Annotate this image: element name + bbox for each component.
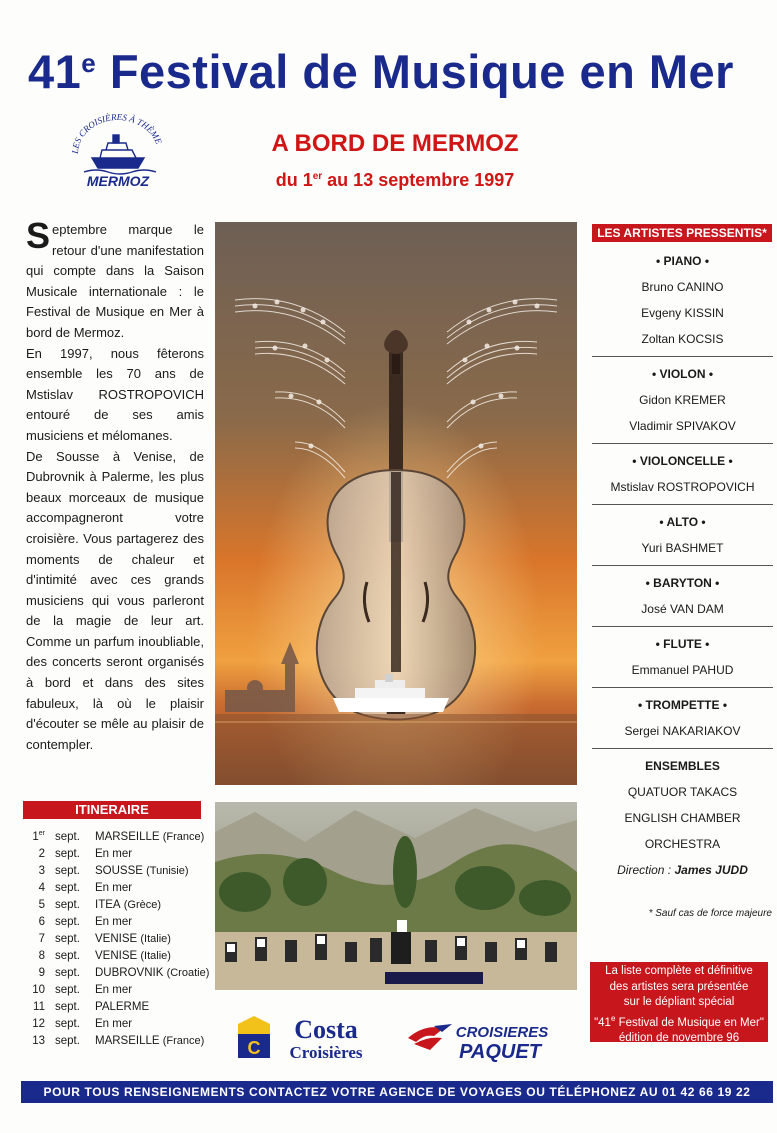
itinerary-day: 12	[32, 1017, 45, 1030]
itinerary-list	[25, 825, 215, 1046]
itinerary-row	[25, 1029, 215, 1046]
itinerary-place: En mer	[95, 915, 133, 928]
itinerary-row	[25, 944, 215, 961]
itinerary-country: (France)	[162, 830, 205, 843]
itinerary-place: DUBROVNIK	[95, 966, 164, 979]
itinerary-place: En mer	[95, 881, 133, 894]
dropcap: S	[26, 215, 51, 256]
itinerary-place: VENISE	[95, 932, 138, 945]
itinerary-row	[25, 1012, 215, 1029]
instrument-heading: • VIOLONCELLE •	[632, 454, 733, 468]
itinerary-month: sept.	[55, 932, 80, 945]
itinerary-country: (Grèce)	[123, 898, 162, 911]
itinerary-heading: ITINERAIRE	[23, 801, 201, 819]
itinerary-day: 10	[32, 983, 45, 996]
ensemble-name: QUATUOR TAKACS	[627, 785, 738, 799]
artist-name: Evgeny KISSIN	[641, 306, 724, 320]
violin-poster-image	[215, 222, 577, 785]
direction: Direction : James JUDD	[617, 863, 748, 877]
logo-arc-text: LES CROISIÈRES À THÈME	[69, 111, 164, 155]
itinerary-day: 1er	[32, 830, 45, 843]
itinerary-place: En mer	[95, 983, 133, 996]
instrument-heading: • FLUTE •	[655, 637, 710, 651]
info-box: La liste complète et définitive des artistes sera présentée sur le dépliant spécial "41e Festival de Musique en Mer" édition de novembre 96	[590, 962, 768, 1042]
artist-group	[592, 444, 773, 505]
croisieres-paquet-logo	[404, 1020, 554, 1062]
itinerary-day: 4	[38, 881, 45, 894]
itinerary-row	[25, 859, 215, 876]
itinerary-place: SOUSSE	[95, 864, 143, 877]
itinerary-month: sept.	[55, 881, 80, 894]
intro-paragraph-1: Septembre marque le retour d'une manifestation qui compte dans la Saison Musicale internationale : le Festival de Musique en Mer à bord de Mermoz.	[26, 215, 204, 340]
itinerary-row	[25, 961, 215, 978]
itinerary-day: 7	[38, 932, 45, 945]
page-title: 41e Festival de Musique en Mer	[28, 45, 734, 98]
itinerary-country: (Italie)	[140, 932, 171, 945]
artist-group	[592, 357, 773, 444]
itinerary-row	[25, 825, 215, 842]
itinerary-place: En mer	[95, 847, 133, 860]
itinerary-month: sept.	[55, 898, 80, 911]
artist-group	[592, 627, 773, 688]
artist-name: Zoltan KOCSIS	[641, 332, 724, 346]
ensemble-name: ENGLISH CHAMBER	[624, 811, 741, 825]
artist-name: Gidon KREMER	[639, 393, 726, 407]
itinerary-day: 5	[38, 898, 45, 911]
artists-list	[592, 244, 773, 887]
itinerary-row	[25, 927, 215, 944]
artist-group	[592, 505, 773, 566]
intro-paragraph-3: De Sousse à Venise, de Dubrovnik à Palerme, les plus beaux morceaux de musique accompagneront votre croisière. Vous partagerez des moments de chaleur et d'intimité avec ces grands musiciens qui vous parleront de la magie de leur art. Comme un parfum inoubliable, des concerts seront organisés à bord et dans des sites fabuleux, là où le plaisir d'écouter se mêle au plaisir de contempler.	[26, 448, 204, 752]
artist-group	[592, 566, 773, 627]
costa-text: Costa	[294, 1015, 358, 1044]
itinerary-row	[25, 893, 215, 910]
itinerary-month: sept.	[55, 830, 80, 843]
ship-icon	[84, 135, 156, 174]
footnote: * Sauf cas de force majeure	[648, 908, 772, 919]
mermoz-logo	[66, 110, 170, 190]
artists-heading: LES ARTISTES PRESSENTIS*	[592, 224, 772, 242]
itinerary-day: 3	[38, 864, 45, 877]
croisieres-text: Croisières	[289, 1043, 363, 1062]
artist-name: Vladimir SPIVAKOV	[629, 419, 736, 433]
artist-name: Mstislav ROSTROPOVICH	[610, 480, 755, 494]
itinerary-row	[25, 995, 215, 1012]
instrument-heading: • ALTO •	[659, 515, 706, 529]
artist-name: Yuri BASHMET	[641, 541, 724, 555]
instrument-heading: • PIANO •	[655, 254, 710, 268]
ensemble-name: ORCHESTRA	[644, 837, 721, 851]
costa-mark: C	[247, 1038, 261, 1058]
itinerary-place: MARSEILLE	[95, 830, 160, 843]
intro-paragraph-2: En 1997, nous fêterons ensemble les 70 ans de Mstislav ROSTROPOVICH entouré de ses amis musiciens et mélomanes.	[26, 345, 204, 443]
itinerary-day: 6	[38, 915, 45, 928]
itinerary-place: VENISE	[95, 949, 138, 962]
logo-name: MERMOZ	[86, 173, 150, 189]
itinerary-country: (Croatie)	[166, 966, 210, 979]
itinerary-row	[25, 910, 215, 927]
itinerary-month: sept.	[55, 847, 80, 860]
itinerary-country: (Tunisie)	[146, 864, 189, 877]
itinerary-day: 11	[33, 1000, 45, 1013]
paquet-line2: PAQUET	[459, 1041, 541, 1062]
itinerary-month: sept.	[55, 864, 80, 877]
paquet-line1: CROISIERES	[455, 1024, 549, 1041]
itinerary-day: 8	[38, 949, 45, 962]
artist-group	[592, 688, 773, 749]
subtitle: A BORD DE MERMOZ	[271, 130, 519, 157]
artist-name: Bruno CANINO	[641, 280, 724, 294]
itinerary-place: En mer	[95, 1017, 133, 1030]
instrument-heading: • TROMPETTE •	[637, 698, 728, 712]
footer-contact: POUR TOUS RENSEIGNEMENTS CONTACTEZ VOTRE AGENCE DE VOYAGES OU TÉLÉPHONEZ AU 01 42 66 19 22	[21, 1081, 773, 1103]
itinerary-day: 2	[38, 847, 45, 860]
itinerary-place: ITEA	[95, 898, 121, 911]
itinerary-month: sept.	[55, 1000, 80, 1013]
artist-name: Sergei NAKARIAKOV	[624, 724, 741, 738]
itinerary-place: MARSEILLE	[95, 1034, 160, 1047]
itinerary-country: (Italie)	[140, 949, 171, 962]
itinerary-month: sept.	[55, 983, 80, 996]
orchestra-photo	[215, 802, 577, 990]
itinerary-month: sept.	[55, 1017, 80, 1030]
ensembles-heading: ENSEMBLES	[645, 759, 720, 773]
instrument-heading: • BARYTON •	[645, 576, 720, 590]
ensembles-group	[592, 749, 773, 887]
artist-group	[592, 244, 773, 357]
itinerary-month: sept.	[55, 949, 80, 962]
costa-croisieres-logo	[236, 1014, 376, 1062]
intro-text	[26, 215, 204, 755]
artist-name: Emmanuel PAHUD	[631, 663, 734, 677]
itinerary-country: (France)	[162, 1034, 205, 1047]
festival-dates: du 1er au 13 septembre 1997	[275, 170, 515, 190]
instrument-heading: • VIOLON •	[651, 367, 714, 381]
itinerary-month: sept.	[55, 915, 80, 928]
artist-name: José VAN DAM	[641, 602, 724, 616]
itinerary-month: sept.	[55, 966, 80, 979]
itinerary-day: 13	[32, 1034, 45, 1047]
itinerary-day: 9	[38, 966, 45, 979]
itinerary-place: PALERME	[95, 1000, 150, 1013]
itinerary-month: sept.	[55, 1034, 80, 1047]
